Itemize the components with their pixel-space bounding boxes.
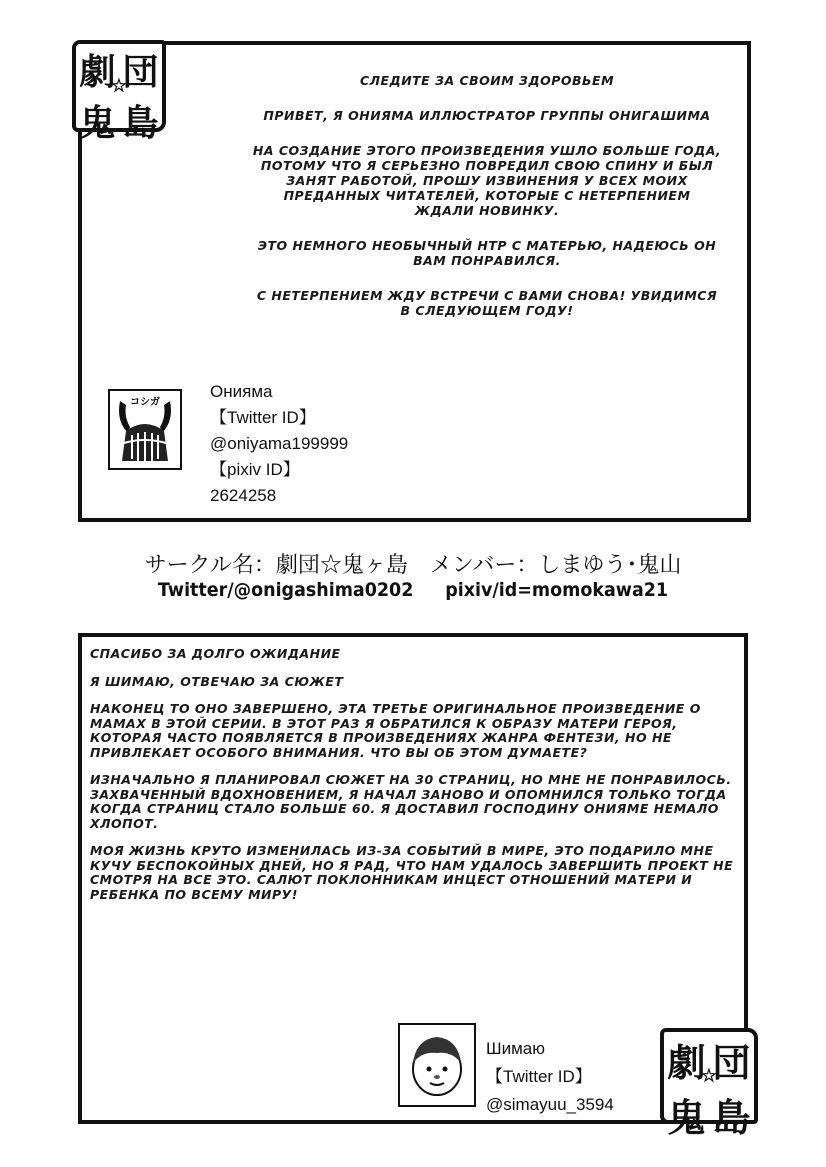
face-portrait-icon: [400, 1025, 474, 1105]
shimayu-paragraph: МОЯ ЖИЗНЬ КРУТО ИЗМЕНИЛАСЬ ИЗ-ЗА СОБЫТИЙ В МИРЕ, ЭТО ПОДАРИЛО МНЕ КУЧУ БЕСПОКОЙНЫХ ДНЕЙ, НО Я РАД, ЧТО НАМ УДАЛОСЬ ЗАВЕРШИТЬ ПРОЕКТ НЕ СМОТРЯ НА ВСЕ ЭТО. САЛЮТ ПОКЛОННИКАМ ИНЦЕСТ ОТНОШЕНИЙ МАТЕРИ И РЕБЕНКА ПО ВСЕМУ МИРУ!: [90, 843, 734, 902]
circle-logo-stamp: [72, 40, 166, 144]
star-icon: ☆: [700, 1065, 718, 1087]
stamp-char: 鬼: [79, 102, 116, 144]
stamp-char: 鬼: [667, 1095, 706, 1140]
circle-links: [33, 579, 793, 601]
pixiv-id: 2624258: [210, 486, 277, 505]
oniyama-paragraph: ПРИВЕТ, Я ОНИЯМА ИЛЛЮСТРАТОР ГРУППЫ ОНИГАШИМА: [263, 108, 711, 123]
oniyama-paragraph: С НЕТЕРПЕНИЕМ ЖДУ ВСТРЕЧИ С ВАМИ СНОВА! УВИДИМСЯ В СЛЕДУЮЩЕМ ГОДУ!: [256, 288, 718, 318]
oniyama-paragraph: СЛЕДИТЕ ЗА СВОИМ ЗДОРОВЬЕМ: [359, 73, 615, 88]
avatar-label: コシガ: [130, 397, 160, 408]
shimayu-avatar: [398, 1023, 476, 1107]
stamp-char: 団: [712, 1040, 751, 1085]
stamp-char: 島: [712, 1095, 751, 1140]
oniyama-paragraph: ЭТО НЕМНОГО НЕОБЫЧНЫЙ НТР С МАТЕРЬЮ, НАДЕЮСЬ ОН ВАМ ПОНРАВИЛСЯ.: [257, 238, 717, 268]
circle-logo-stamp: [660, 1028, 758, 1140]
author-name: Онияма: [210, 382, 273, 401]
oniyama-paragraph: НА СОЗДАНИЕ ЭТОГО ПРОИЗВЕДЕНИЯ УШЛО БОЛЬШЕ ГОДА, ПОТОМУ ЧТО Я СЕРЬЕЗНО ПОВРЕДИЛ СВОЮ СПИНУ И БЫЛ ЗАНЯТ РАБОТОЙ, ПРОШУ ИЗВИНЕНИЯ У ВСЕХ МОИХ ПРЕДАННЫХ ЧИТАТЕЛЕЙ, КОТОРЫЕ С НЕТЕРПЕНИЕМ ЖДАЛИ НОВИНКУ.: [252, 143, 722, 218]
twitter-handle: @oniyama199999: [210, 434, 349, 453]
stamp-char: 島: [122, 102, 159, 144]
stamp-char: 劇: [667, 1040, 706, 1085]
shimayu-message: [90, 647, 740, 915]
shimayu-paragraph: СПАСИБО ЗА ДОЛГО ОЖИДАНИЕ: [90, 646, 341, 661]
shimayu-paragraph: Я ШИМАЮ, ОТВЕЧАЮ ЗА СЮЖЕТ: [90, 673, 344, 689]
pixiv-link: pixiv/id=momokawa21: [445, 579, 669, 601]
oniyama-signature: [210, 379, 348, 509]
twitter-id-label: 【Twitter ID】: [210, 408, 316, 427]
shimayu-paragraph: НАКОНЕЦ ТО ОНО ЗАВЕРШЕНО, ЭТА ТРЕТЬЕ ОРИГИНАЛЬНОЕ ПРОИЗВЕДЕНИЕ О МАМАХ В ЭТОЙ СЕРИИ. В ЭТОТ РАЗ Я ОБРАТИЛСЯ К ОБРАЗУ МАТЕРИ ГЕРОЯ, КОТОРАЯ ЧАСТО ПОЯВЛЯЕТСЯ В ПРОИЗВЕДЕНИЯХ ЖАНРА ФЕНТЕЗИ, НО НЕ ПРИВЛЕКАЕТ ОСОБОГО ВНИМАНИЯ. ЧТО ВЫ ОБ ЭТОМ ДУМАЕТЕ?: [90, 701, 701, 760]
circle-info: サークル名：劇団☆鬼ヶ島 メンバー：しまゆう･鬼山: [144, 553, 682, 578]
pixiv-id-label: 【pixiv ID】: [210, 460, 300, 479]
oniyama-afterword-box: [78, 41, 751, 522]
author-name: Шимаю: [486, 1039, 545, 1058]
stamp-char: 劇: [79, 51, 116, 93]
star-icon: ☆: [110, 75, 128, 97]
twitter-handle: @simayuu_3594: [486, 1095, 614, 1114]
oniyama-message: [252, 73, 722, 338]
stamp-char: 団: [122, 51, 159, 93]
shimayu-paragraph: ИЗНАЧАЛЬНО Я ПЛАНИРОВАЛ СЮЖЕТ НА 30 СТРАНИЦ, НО МНЕ НЕ ПОНРАВИЛОСЬ. ЗАХВАЧЕННЫЙ ВДОХНОВЕНИЕМ, Я НАЧАЛ ЗАНОВО И ОПОМНИЛСЯ ТОЛЬКО ТОГДА КОГДА СТРАНИЦ СТАЛО БОЛЬШЕ 60. Я ДОСТАВИЛ ГОСПОДИНУ ОНИЯМЕ НЕМАЛО ХЛОПОТ.: [90, 772, 732, 831]
shimayu-signature: [486, 1035, 614, 1119]
oniyama-avatar: [108, 389, 182, 470]
demon-helmet-icon: [110, 391, 180, 468]
twitter-id-label: 【Twitter ID】: [486, 1067, 592, 1086]
twitter-link: Twitter/@onigashima0202: [157, 579, 414, 601]
shimayu-afterword-box: [78, 633, 748, 1124]
